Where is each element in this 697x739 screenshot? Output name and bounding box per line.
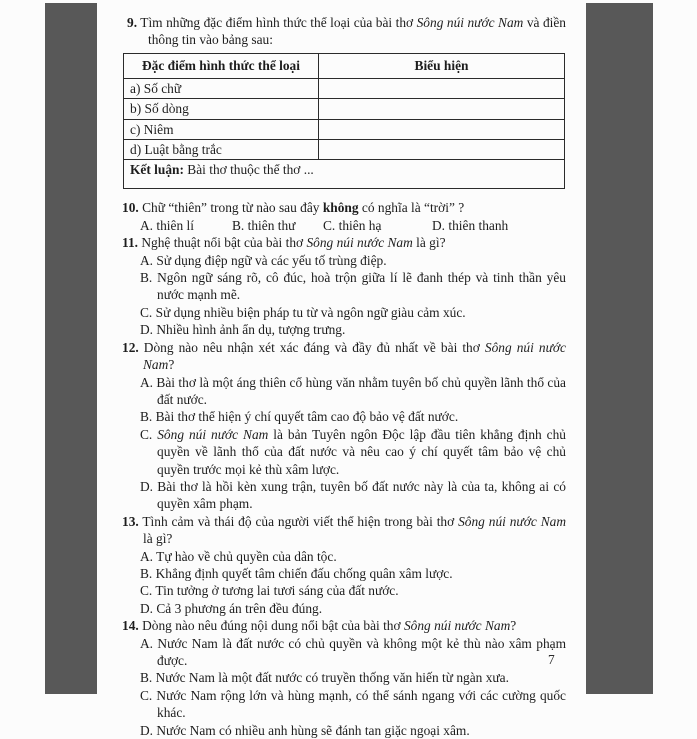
question-10 <box>122 199 566 216</box>
poem-title: Sông núi nước Nam <box>306 235 413 251</box>
option-label: A. <box>140 548 154 564</box>
option-label: B. <box>140 270 153 286</box>
option-b: B. thiên thư <box>232 217 296 233</box>
table-cell-blank <box>319 99 565 119</box>
table-row <box>124 140 565 160</box>
question-13-number: 13. <box>122 513 139 529</box>
question-9-text: Tìm những đặc điểm hình thức thể loại của bài thơ <box>137 15 417 30</box>
option-label: A. <box>140 252 154 268</box>
question-11-text-after: là gì? <box>412 235 446 251</box>
option-label: A. <box>140 374 154 390</box>
table-cell-blank <box>319 78 565 98</box>
table-conclusion-row <box>124 160 565 189</box>
question-12-option-a <box>122 374 566 409</box>
question-11-option-b <box>122 269 566 304</box>
table-cell-blank <box>319 119 565 139</box>
poem-title: Sông núi nước Nam <box>416 15 524 30</box>
table-cell-blank <box>319 140 565 160</box>
option-text: Cả 3 phương án trên đều đúng. <box>153 600 323 616</box>
option-label: D. <box>140 722 154 738</box>
question-11-number: 11. <box>122 235 138 251</box>
question-14-number: 14. <box>122 618 139 634</box>
question-10-text: Chữ “thiên” trong từ nào sau đây <box>138 200 323 216</box>
option-text: Tin tưởng ở tương lai tươi sáng của đất nước. <box>152 583 399 599</box>
question-14-text: Dòng nào nêu đúng nội dung nổi bật của bài thơ <box>138 618 404 634</box>
question-11-text: Nghệ thuật nổi bật của bài thơ <box>138 235 307 251</box>
option-text: Bài thơ là hồi kèn xung trận, tuyên bố đất nước này là của ta, không ai có quyền xâm phạm. <box>153 478 566 512</box>
left-page-border <box>45 3 97 694</box>
option-label: D. <box>140 322 154 338</box>
question-14-option-a <box>122 635 566 670</box>
option-label: D. <box>140 478 154 494</box>
page-number: 7 <box>548 652 555 667</box>
question-14-option-b <box>122 669 566 686</box>
option-label: C. <box>140 583 153 599</box>
question-11-option-a <box>122 252 566 269</box>
option-text: Ngôn ngữ sáng rõ, cô đúc, hoà trộn giữa lí lẽ đanh thép và tinh thần yêu nước mạnh mẽ. <box>152 270 566 303</box>
question-10-number: 10. <box>122 200 139 216</box>
option-text: Nước Nam là đất nước có chủ quyền và không một kẻ thù nào xâm phạm được. <box>153 635 566 668</box>
question-12-option-c <box>122 426 566 478</box>
option-text: Khẳng định quyết tâm chiến đấu chống quân xâm lược. <box>152 565 453 581</box>
option-c: C. thiên hạ <box>323 217 382 233</box>
table-header-expression: Biểu hiện <box>319 53 565 78</box>
poem-title: Sông núi nước Nam <box>143 339 566 373</box>
question-10-bold-word: không <box>322 200 359 216</box>
question-11-option-d <box>122 321 566 338</box>
poem-title: Sông núi nước Nam <box>403 618 511 634</box>
question-12 <box>122 339 566 374</box>
table-row <box>124 78 565 98</box>
question-13-option-a <box>122 548 566 565</box>
question-13-text-after: là gì? <box>143 531 173 547</box>
option-label: D. <box>140 600 154 616</box>
table-cell-label: c) Niêm <box>124 119 319 139</box>
table-row <box>124 119 565 139</box>
question-14-option-d <box>122 722 566 739</box>
table-cell-label: d) Luật bằng trắc <box>124 140 319 160</box>
question-10-options <box>140 217 566 234</box>
option-label: B. <box>140 565 153 581</box>
question-12-option-d <box>122 478 566 513</box>
option-text: Bài thơ là một áng thiên cổ hùng văn nhằm tuyên bố chủ quyền lãnh thổ của đất nước. <box>153 374 566 407</box>
option-text: Bài thơ thể hiện ý chí quyết tâm cao độ bảo vệ đất nước. <box>152 409 459 425</box>
question-11-option-c <box>122 304 566 321</box>
question-12-text: Dòng nào nêu nhận xét xác đáng và đầy đủ nhất về bài thơ <box>138 339 485 355</box>
option-text: Sử dụng điệp ngữ và các yếu tố trùng điệp. <box>153 252 387 268</box>
question-13 <box>122 513 566 548</box>
table-header-row <box>124 53 565 78</box>
question-11 <box>122 234 566 251</box>
question-9-text-after: và điền thông tin vào bảng sau: <box>148 15 567 48</box>
table-cell-label: b) Số dòng <box>124 99 319 119</box>
option-label: C. <box>140 304 153 320</box>
option-text: Nước Nam có nhiều anh hùng sẽ đánh tan giặc ngoại xâm. <box>153 722 470 738</box>
option-label: B. <box>140 670 153 686</box>
right-page-border <box>586 3 653 694</box>
question-12-number: 12. <box>122 339 139 355</box>
option-text: Nước Nam là một đất nước có truyền thống văn hiến từ ngàn xưa. <box>152 670 509 686</box>
conclusion-text: Bài thơ thuộc thể thơ ... <box>183 162 314 178</box>
option-label: C. <box>140 687 153 703</box>
option-a: A. thiên lí <box>140 217 194 233</box>
question-9 <box>122 14 566 49</box>
question-13-option-c <box>122 582 566 599</box>
question-13-text: Tình cảm và thái độ của người viết thể hiện trong bài thơ <box>138 513 459 529</box>
question-14-text-after: ? <box>510 618 517 634</box>
option-label: B. <box>140 409 153 425</box>
question-12-option-b <box>122 408 566 425</box>
option-text: Nhiều hình ảnh ẩn dụ, tượng trưng. <box>153 322 346 338</box>
question-13-option-b <box>122 565 566 582</box>
document-page <box>122 14 566 739</box>
question-12-text-after: ? <box>168 357 175 373</box>
table-row <box>124 99 565 119</box>
option-text: là bản Tuyên ngôn Độc lập đầu tiên khẳng định chủ quyền về lãnh thổ của đất nước và nêu cao ý chí quyết tâm bảo vệ chủ quyền trước mọi kẻ thù xâm lược. <box>157 426 567 477</box>
q9-answer-table <box>123 53 565 190</box>
option-text: Tự hào về chủ quyền của dân tộc. <box>153 548 337 564</box>
option-text: Sử dụng nhiều biện pháp tu từ và ngôn ngữ giàu cảm xúc. <box>152 304 466 320</box>
question-14 <box>122 617 566 634</box>
table-conclusion-cell <box>124 160 565 189</box>
question-13-option-d <box>122 600 566 617</box>
table-cell-label: a) Số chữ <box>124 78 319 98</box>
option-label: A. <box>140 635 154 651</box>
question-14-option-c <box>122 687 566 722</box>
option-d: D. thiên thanh <box>432 217 509 233</box>
option-label: C. <box>140 426 153 442</box>
question-9-number: 9. <box>127 15 138 30</box>
poem-title: Sông núi nước Nam <box>458 513 566 529</box>
conclusion-label: Kết luận: <box>130 162 184 178</box>
question-10-text-after: có nghĩa là “trời” ? <box>358 200 465 216</box>
option-text: Nước Nam rộng lớn và hùng mạnh, có thể sánh ngang với các cường quốc khác. <box>152 687 566 721</box>
poem-title: Sông núi nước Nam <box>152 426 269 442</box>
table-header-feature: Đặc điểm hình thức thể loại <box>124 53 319 78</box>
